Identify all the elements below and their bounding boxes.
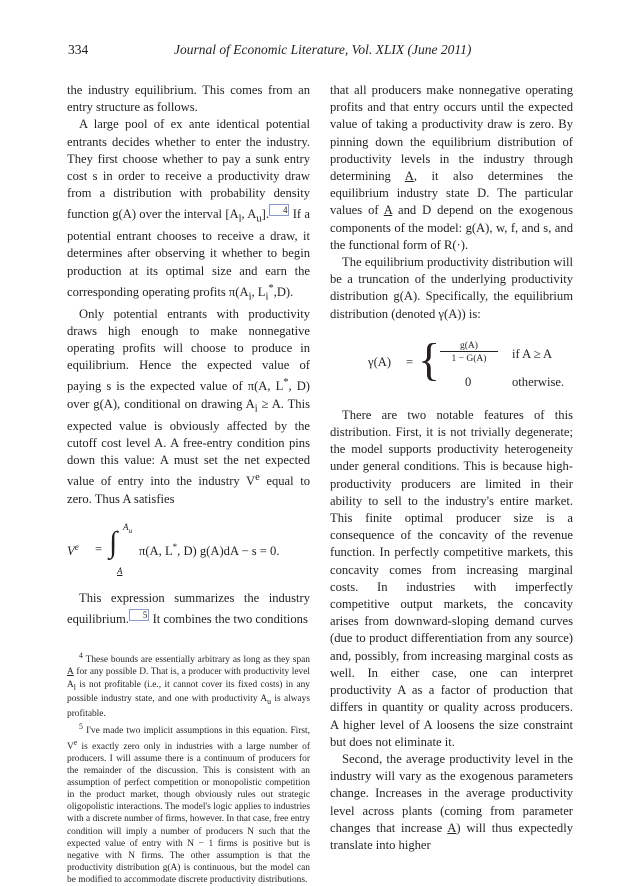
integral-sign: ∫ bbox=[109, 525, 118, 559]
paragraph: A large pool of ex ante identical potential entrants decides whether to enter the industry. They first choose whether to pay a sunk entry cost s in order to receive a productivity draw from a distribution with probability density function g(A) over the interval [$A_l$, $A_u$]. $^4$ If a potential entrant chooses to receive a draw, it determines after observing it whether to begin production at its optimal size and earn the corresponding operating profits $\pi(A_i$, $L_i^*,D$). bbox=[67, 117, 310, 303]
paragraph: This expression summarizes the industry equilibrium. $^5$ It combines the two conditions bbox=[67, 590, 310, 626]
page-number: 334 bbox=[68, 42, 89, 57]
paragraph: Second, the average productivity level in the industry will vary as the exogenous parameters change. Increases in the average productivity level across plants (coming from parameter changes that increase A) will thus expectedly translate into higher bbox=[330, 751, 573, 852]
paragraph: the industry equilibrium. This comes from an entry structure as follows. bbox=[67, 83, 310, 115]
footnote-ref-4[interactable]: 4 bbox=[269, 205, 290, 215]
free-entry-equation: Ve = ∫ $A_u$ A π(A, L*, D) g(A)dA − s = 0. bbox=[67, 521, 280, 576]
paragraph: There are two notable features of this distribution. First, it is not trivially degenerate; the model supports productivity heterogeneity under general conditions. This is because high-productivity producers are limited in their ability to sell to the industry's entire market. This finite optimal producer size is a consequence of the concavity of the revenue function. In perfectly competitive markets, this concavity comes from increasing marginal costs. In industries with imperfectly competitive output markets, the concavity arises from downward-sloping demand curves (due to product differentiation from any source) and, possibly, from increasing marginal costs as well. In either case, one can interpret productivity A as a factor of production that differs in quantity or quality across producers. A higher level of A loosens the size constraint but does not eliminate it. bbox=[330, 407, 573, 749]
truncated-distribution-equation: γ(A) = { g(A) 1 − G(A) if A ≥ A 0 otherwise. bbox=[368, 333, 565, 389]
paragraph: that all producers make nonnegative operating profits and that entry occurs until the expected value of taking a productivity draw is zero. By pinning down the equilibrium distribution of productivity levels in the industry through determining A, it also determines the equilibrium industry state D. The particular values of A and D depend on the exogenous components of the model: g(A), w, f, and s, and the functional form of R(·). bbox=[330, 83, 574, 252]
paragraph: The equilibrium productivity distribution will be a truncation of the underlying productivity distribution g(A). Specifically, the equilibrium distribution (denoted γ(A)) is: bbox=[330, 255, 573, 321]
paragraph: Only potential entrants with productivity draws high enough to make nonnegative operating profits will choose to produce in equilibrium. Hence the expected value of paying s is the expected value of π(A, L*, D) over g(A), conditional on drawing $A_i \ge A$. This expected value is obviously affected by the cutoff cost level A. A free-entry condition pins down this value: A must set the net expected value of entry into the industry Ve equal to zero. Thus A satisfies bbox=[67, 306, 311, 506]
footnote-ref-5[interactable]: 5 bbox=[129, 610, 150, 620]
footnote-4: $^4$ These bounds are essentially arbitrary as long as they span A for any possible D. That is, a producer with productivity level $A_l$ is not profitable (i.e., it cannot cover its fixed costs) in any possible industry state, and one with productivity $A_u$ is always profitable. bbox=[67, 651, 310, 720]
right-column bbox=[330, 82, 573, 854]
footnote-5: $^5$ I've made two implicit assumptions in this equation. First, Ve is exactly zero only in industries with a large number of producers. I will assume there is a continuum of producers for the remainder of the discussion. This is consistent with an assumption of perfect competition or monopolistic competition in the product market, though obviously rules out strategic oligopolistic interactions. The model's logic applies to industries with a discrete number of firms, however. In that case, free entry condition will imply a number of producers N such that the expected value of entry with N − 1 firms is positive but is negative with N firms. The other assumption is that the productivity distribution g(A) is continuous, but the model can be modified to accommodate discrete productivity distributions. bbox=[67, 721, 311, 885]
page-header bbox=[68, 42, 580, 60]
running-title: Journal of Economic Literature, Vol. XLIX (June 2011) bbox=[174, 42, 472, 57]
left-brace: { bbox=[418, 333, 441, 385]
left-column bbox=[67, 82, 310, 886]
